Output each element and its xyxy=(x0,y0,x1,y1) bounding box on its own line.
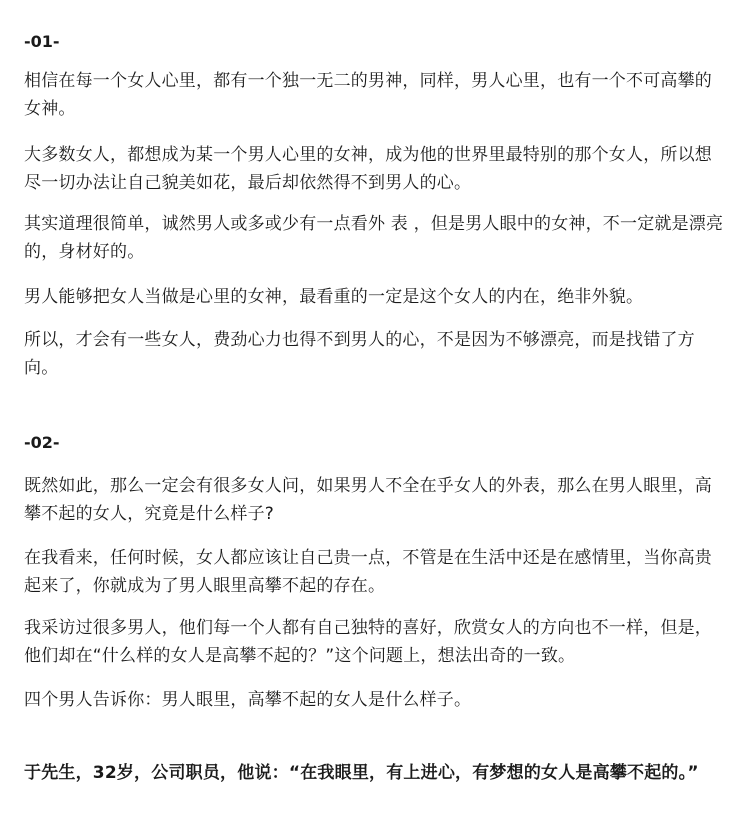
paragraph: 相信在每一个女人心里，都有一个独一无二的男神，同样，男人心里，也有一个不可高攀的女神。 xyxy=(24,71,712,119)
paragraph: 所以，才会有一些女人，费劲心力也得不到男人的心，不是因为不够漂亮，而是找错了方向。 xyxy=(24,330,695,378)
paragraph: 四个男人告诉你：男人眼里，高攀不起的女人是什么样子。 xyxy=(24,690,472,710)
paragraph: 我采访过很多男人，他们每一个人都有自己独特的喜好，欣赏女人的方向也不一样，但是，他们却在“什么样的女人是高攀不起的？”这个问题上，想法出奇的一致。 xyxy=(24,618,712,666)
paragraph: 其实道理很简单，诚然男人或多或少有一点看外 表 ，但是男人眼中的女神，不一定就是漂亮的，身材好的。 xyxy=(24,214,724,262)
paragraph: 在我看来，任何时候，女人都应该让自己贵一点，不管是在生活中还是在感情里，当你高贵起来了，你就成为了男人眼里高攀不起的存在。 xyxy=(24,548,712,596)
quote-paragraph: 于先生，32岁，公司职员，他说：“在我眼里，有上进心，有梦想的女人是高攀不起的。” xyxy=(24,763,699,783)
section-heading-01: -01- xyxy=(24,32,60,51)
paragraph: 大多数女人，都想成为某一个男人心里的女神，成为他的世界里最特别的那个女人，所以想尽一切办法让自己貌美如花，最后却依然得不到男人的心。 xyxy=(24,145,712,193)
section-heading-02: -02- xyxy=(24,433,60,452)
paragraph: 既然如此，那么一定会有很多女人问，如果男人不全在乎女人的外表，那么在男人眼里，高攀不起的女人，究竟是什么样子? xyxy=(24,476,712,524)
paragraph: 男人能够把女人当做是心里的女神，最看重的一定是这个女人的内在，绝非外貌。 xyxy=(24,287,644,307)
